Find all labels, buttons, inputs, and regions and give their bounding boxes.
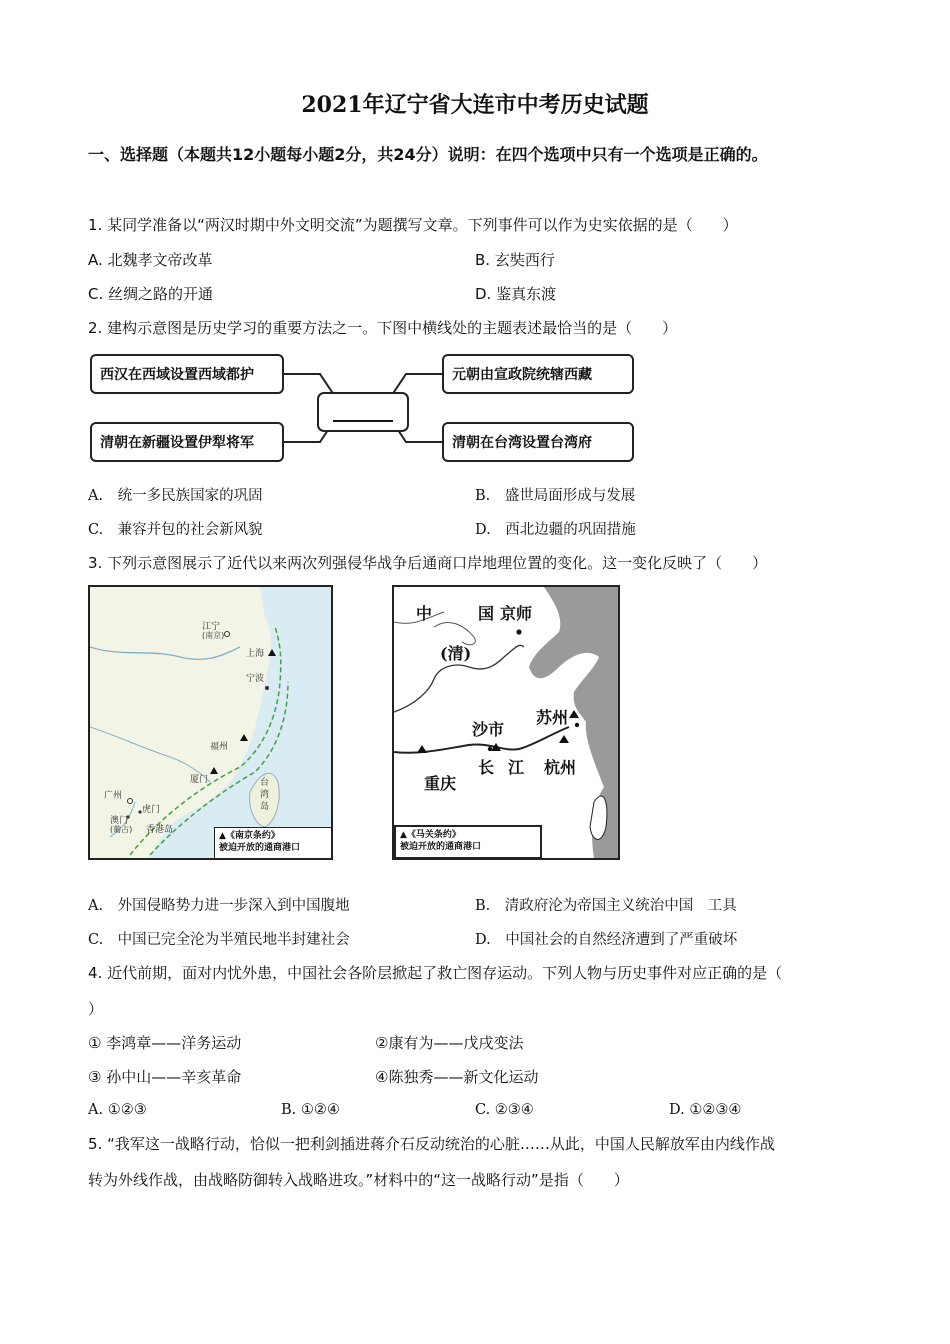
q4-item-3: ③ 孙中山——辛亥革命 bbox=[88, 1068, 242, 1086]
map2-legend-line2: 被迫开放的通商港口 bbox=[400, 842, 482, 852]
map1-legend bbox=[214, 827, 332, 859]
q4-item-4: ④陈独秀——新文化运动 bbox=[375, 1068, 539, 1086]
map2-legend bbox=[394, 825, 542, 859]
map2-label-shashi: 沙市 bbox=[472, 720, 505, 739]
section-heading: 一、选择题（本题共12小题每小题2分，共24分）说明：在四个选项中只有一个选项是正确的。 bbox=[88, 145, 768, 164]
map1-label-tai: 台 bbox=[260, 778, 270, 788]
map1-label-hongkong: 香港岛 bbox=[146, 825, 174, 835]
q3-option-a: A. 外国侵略势力进一步深入到中国腹地 bbox=[88, 898, 350, 914]
page-title: 2021年辽宁省大连市中考历史试题 bbox=[301, 92, 649, 118]
q2-option-d: D. 西北边疆的巩固措施 bbox=[475, 522, 636, 538]
map1-label-humen: 虎门 bbox=[142, 805, 161, 815]
map2-label-suzhou: 苏州 bbox=[536, 708, 569, 727]
q1-option-a: A. 北魏孝文帝改革 bbox=[88, 251, 213, 269]
q4-item-1: ① 李鸿章——洋务运动 bbox=[88, 1034, 242, 1052]
map2-label-chongqing: 重庆 bbox=[424, 774, 457, 793]
question-3-stem: 3. 下列示意图展示了近代以来两次列强侵华战争后通商口岸地理位置的变化。这一变化反映了（ ） bbox=[88, 554, 768, 572]
map1-legend-line2: 被迫开放的通商港口 bbox=[219, 843, 301, 853]
question-4-stem-line2: ） bbox=[88, 1000, 104, 1018]
question-5-line1: 5. “我军这一战略行动，恰似一把利剑插进蒋介石反动统治的心脏……从此，中国人民解放军由内线作战 bbox=[88, 1135, 775, 1153]
map2-label-zhong: 中 bbox=[416, 604, 433, 623]
diagram-box-4: 清朝在台湾设置台湾府 bbox=[442, 422, 634, 462]
map1-label-ningbo: 宁波 bbox=[246, 674, 265, 684]
map1-label-dao: 岛 bbox=[260, 802, 270, 812]
q3-option-d: D. 中国社会的自然经济遭到了严重破坏 bbox=[475, 932, 738, 948]
blank-line bbox=[333, 420, 393, 422]
map-nanjing-treaty bbox=[88, 585, 333, 860]
map-maguan-treaty bbox=[392, 585, 620, 860]
map1-label-guangzhou: 广州 bbox=[104, 791, 123, 801]
concept-diagram bbox=[88, 350, 648, 470]
map1-label-wan: 湾 bbox=[260, 790, 270, 800]
map1-label-jiangning: 江宁 bbox=[202, 622, 221, 632]
q4-option-c: C. ②③④ bbox=[475, 1102, 534, 1118]
question-4-stem-line1: 4. 近代前期，面对内忧外患，中国社会各阶层掀起了救亡图存运动。下列人物与历史事件对应正确的是（ bbox=[88, 964, 783, 982]
q4-item-2: ②康有为——戊戌变法 bbox=[375, 1034, 524, 1052]
map1-label-nanjing: (南京) bbox=[202, 631, 225, 640]
map2-label-guo: 国 bbox=[478, 604, 495, 623]
diagram-box-3: 清朝在新疆设置伊犁将军 bbox=[90, 422, 284, 462]
q1-option-c: C. 丝绸之路的开通 bbox=[88, 285, 214, 303]
map2-label-hangzhou: 杭州 bbox=[544, 758, 577, 777]
map2-label-qing: (清) bbox=[440, 644, 472, 663]
map1-label-macau: 澳门 bbox=[110, 816, 129, 826]
map1-label-xiamen: 厦门 bbox=[190, 775, 209, 785]
map2-label-jingshi: 京师 bbox=[500, 604, 533, 623]
diagram-box-2: 元朝由宣政院统辖西藏 bbox=[442, 354, 634, 394]
map1-label-portuguese: (葡占) bbox=[110, 825, 133, 834]
q1-option-d: D. 鉴真东渡 bbox=[475, 285, 557, 303]
map2-label-chang: 长 bbox=[478, 758, 495, 777]
map2-legend-line1: ▲《马关条约》 bbox=[400, 830, 461, 840]
q2-option-b: B. 盛世局面形成与发展 bbox=[475, 488, 636, 504]
q3-option-c: C. 中国已完全沦为半殖民地半封建社会 bbox=[88, 932, 350, 948]
map1-legend-line1: ▲《南京条约》 bbox=[219, 831, 280, 841]
map-maguan-drawing bbox=[394, 587, 618, 858]
diagram-center-blank-box bbox=[317, 392, 409, 432]
q1-option-b: B. 玄奘西行 bbox=[475, 251, 555, 269]
question-2-stem: 2. 建构示意图是历史学习的重要方法之一。下图中横线处的主题表述最恰当的是（ ） bbox=[88, 319, 678, 337]
question-5-line2: 转为外线作战，由战略防御转入战略进攻。”材料中的“这一战略行动”是指（ ） bbox=[88, 1171, 629, 1189]
map1-label-fuzhou: 福州 bbox=[210, 742, 229, 752]
q2-option-c: C. 兼容并包的社会新风貌 bbox=[88, 522, 263, 538]
q4-option-d: D. ①②③④ bbox=[669, 1102, 742, 1118]
map1-label-shanghai: 上海 bbox=[246, 649, 265, 659]
q4-option-a: A. ①②③ bbox=[88, 1102, 147, 1118]
question-1-stem: 1. 某同学准备以“两汉时期中外文明交流”为题撰写文章。下列事件可以作为史实依据的是（ ） bbox=[88, 216, 738, 234]
q4-option-b: B. ①②④ bbox=[281, 1102, 340, 1118]
q2-option-a: A. 统一多民族国家的巩固 bbox=[88, 488, 263, 504]
diagram-box-1: 西汉在西域设置西域都护 bbox=[90, 354, 284, 394]
map2-label-jiang: 江 bbox=[508, 758, 525, 777]
q3-option-b: B. 清政府沦为帝国主义统治中国 工具 bbox=[475, 898, 737, 914]
